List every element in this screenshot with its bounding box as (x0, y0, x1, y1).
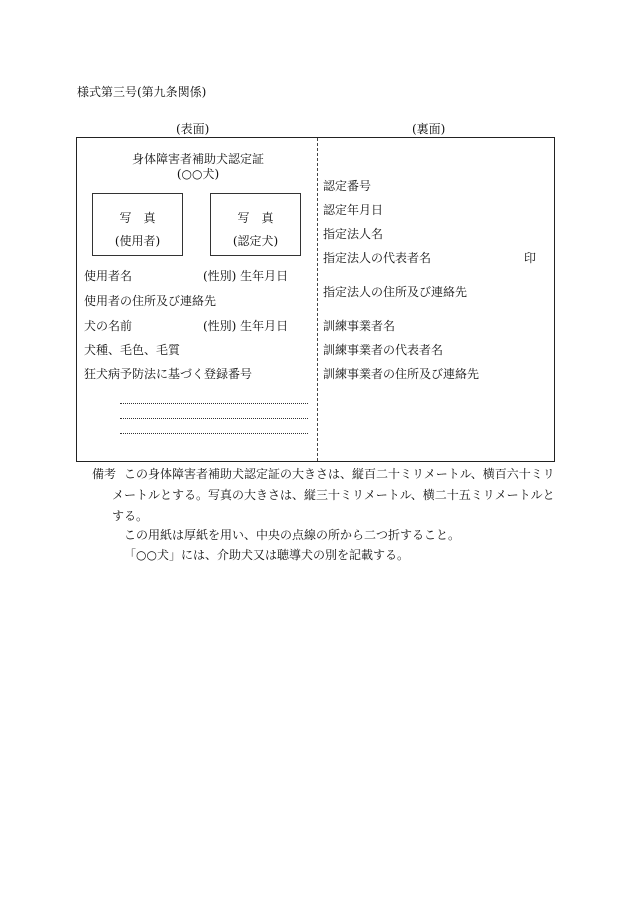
note-dog-type: 「○○犬」には、介助犬又は聴導犬の別を記載する。 (124, 548, 409, 562)
back-row-corp-address: 指定法人の住所及び連絡先 (323, 285, 468, 299)
front-row-dog-sex-birth: (性別) 生年月日 (203, 319, 289, 333)
front-side-label: (表面) (176, 122, 210, 136)
note-paper: この用紙は厚紙を用い、中央の点線の所から二つ折すること。 (124, 528, 461, 542)
form-title: 様式第三号(第九条関係) (77, 85, 207, 99)
notes-heading: 備考 (92, 467, 117, 481)
back-row-trainer-address: 訓練事業者の住所及び連絡先 (323, 367, 480, 381)
front-row-user-sex-birth: (性別) 生年月日 (203, 269, 289, 283)
front-row-user-name: 使用者名 (84, 269, 133, 283)
back-row-corp-representative: 指定法人の代表者名 (323, 251, 432, 265)
certificate-title: 身体障害者補助犬認定証 (131, 152, 264, 166)
dog-photo-box (210, 193, 301, 256)
front-row-dog-name: 犬の名前 (84, 319, 133, 333)
dog-photo-title: 写真 (237, 211, 286, 225)
dotted-line (120, 403, 308, 404)
fold-line (317, 138, 318, 461)
note-size-line-1: この身体障害者補助犬認定証の大きさは、縦百二十ミリメートル、横百六十ミリ (124, 467, 555, 481)
seal-mark: 印 (524, 251, 537, 265)
back-row-cert-date: 認定年月日 (323, 203, 384, 217)
back-side-label: (裏面) (412, 122, 446, 136)
user-photo-box (92, 193, 183, 256)
certificate-card (76, 137, 555, 462)
dotted-line (120, 433, 308, 434)
back-row-corp-name: 指定法人名 (323, 227, 384, 241)
dog-photo-caption: (認定犬) (232, 234, 279, 248)
note-size-line-3: する。 (112, 509, 149, 523)
note-size-line-2: メートルとする。写真の大きさは、縦三十ミリメートル、横二十五ミリメートルと (112, 488, 555, 502)
front-row-registration-number: 狂犬病予防法に基づく登録番号 (84, 367, 253, 381)
user-photo-title: 写真 (119, 211, 168, 225)
back-row-trainer-name: 訓練事業者名 (323, 319, 396, 333)
back-row-trainer-representative: 訓練事業者の代表者名 (323, 343, 444, 357)
front-row-dog-breed: 犬種、毛色、毛質 (84, 343, 181, 357)
user-photo-caption: (使用者) (114, 234, 161, 248)
front-row-user-address: 使用者の住所及び連絡先 (84, 294, 217, 308)
back-row-cert-number: 認定番号 (323, 179, 372, 193)
certificate-dog-type: (○○犬) (176, 167, 220, 181)
dotted-line (120, 418, 308, 419)
